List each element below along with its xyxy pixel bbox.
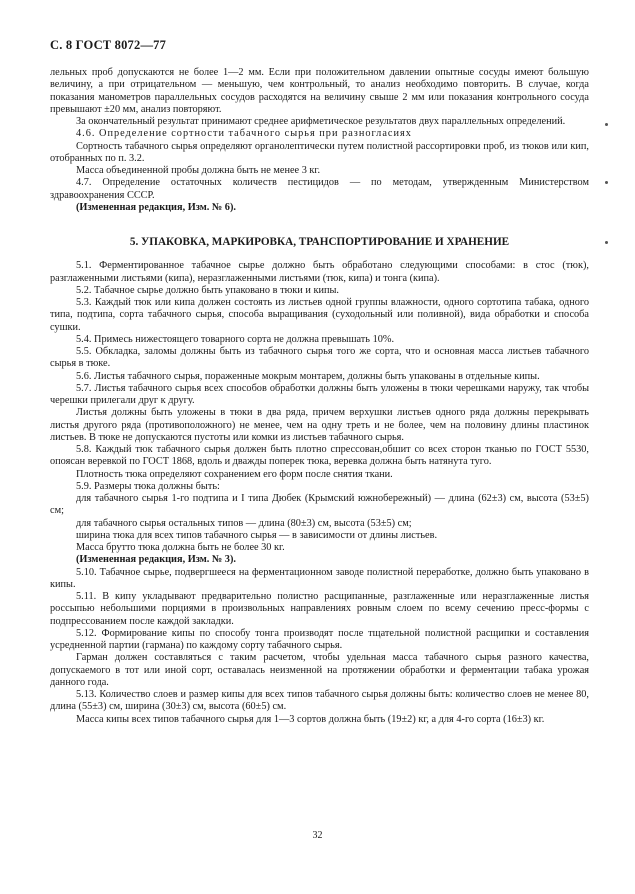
paragraph: 5.1. Ферментированное табачное сырье должно быть обработано следующими способами: в стос (тюк), разглаженными листьями (кипа), неразглаженными листьями (тюк, кипа) и тонга (кипа). — [50, 260, 589, 284]
margin-dot-mark — [605, 123, 608, 126]
paragraph: Масса брутто тюка должна быть не более 30 кг. — [76, 542, 285, 553]
paragraph: для табачного сырья 1-го подтипа и I типа Дюбек (Крымский южнобережный) — длина (62±3) см, высота (53±5) см; — [50, 493, 589, 517]
amendment-note: (Измененная редакция, Изм. № 3). — [76, 554, 236, 566]
paragraph: 5.2. Табачное сырье должно быть упаковано в тюки и кипы. — [76, 284, 339, 296]
paragraph: ширина тюка для всех типов табачного сырья — в зависимости от длины листьев. — [76, 529, 438, 541]
paragraph: 5.13. Количество слоев и размер кипы для всех типов табачного сырья должны быть: количество слоев не менее 80, длина (55±3) см, ширина (30±3) см, высота (60±5) см. — [50, 689, 589, 713]
paragraph: 5.10. Табачное сырье, подвергшееся на ферментационном заводе полистной переработке, должно быть упаковано в кипы. — [50, 566, 589, 590]
paragraph: Масса кипы всех типов табачного сырья для 1—3 сортов должна быть (19±2) кг, а для 4-го сорта (16±3) кг. — [76, 713, 545, 725]
page-number: 32 — [312, 830, 323, 841]
subsection-heading: 4.6. Определение сортности табачного сырья при разногласиях — [76, 128, 412, 140]
paragraph: 4.7. Определение остаточных количеств пестицидов — по методам, утвержденным Министерством здравоохранения СССР. — [50, 177, 589, 201]
paragraph: Плотность тюка определяют сохранением его форм после снятия ткани. — [76, 468, 393, 480]
margin-dot-mark — [605, 181, 608, 184]
paragraph: лельных проб допускаются не более 1—2 мм. Если при положительном давлении опытные сосуды имеют большую величину, а при отрицательном — меньшую, чем контрольный, то анализ необходимо повторить. В случае, когда показания манометров параллельных сосудов расходятся на величину свыше 2 мм или показания контрольного сосуда превышают ±20 мм, анализ повторяют. — [50, 67, 589, 115]
paragraph: 5.11. В кипу укладывают предварительно полистно расщипанные, разглаженные или неразглаженные листья россыпью небольшими порциями в произвольных направлениях ровным слоем по всему сечению пресс-формы с подпрессованием после каждой закладки. — [50, 591, 589, 627]
paragraph: Листья должны быть уложены в тюки в два ряда, причем верхушки листьев одного ряда должны перекрывать листья другого ряда (противоположного) не менее, чем на одну треть и не более, чем на половину длины пластинок листьев. В тюке не допускаются пустоты или комки из листьев табачного сырья. — [50, 407, 589, 443]
paragraph: 5.3. Каждый тюк или кипа должен состоять из листьев одной группы влажности, одного сортотипа табака, одного типа, подтипа, сорта табачного сырья, способа выращивания (суходольный или поливной), вида обработки и способа сушки. — [50, 297, 589, 333]
amendment-note: (Измененная редакция, Изм. № 6). — [76, 201, 236, 213]
paragraph: 5.9. Размеры тюка должны быть: — [76, 480, 220, 492]
paragraph: 5.8. Каждый тюк табачного сырья должен быть плотно спрессован,обшит со всех сторон тканью по ГОСТ 5530, опоясан веревкой по ГОСТ 1868, вдоль и дважды поперек тюка, веревка должна быть натянута туго. — [50, 444, 589, 468]
paragraph: Сортность табачного сырья определяют органолептически путем полистной рассортировки проб, из тюков или кип, отобранных по п. 3.2. — [50, 140, 589, 164]
paragraph: 5.6. Листья табачного сырья, пораженные мокрым монтарем, должны быть упакованы в отдельные кипы. — [76, 370, 540, 382]
paragraph: для табачного сырья остальных типов — длина (80±3) см, высота (53±5) см; — [76, 517, 412, 529]
section-title: 5. УПАКОВКА, МАРКИРОВКА, ТРАНСПОРТИРОВАНИЕ И ХРАНЕНИЕ — [129, 236, 510, 248]
margin-dot-mark — [605, 241, 608, 244]
paragraph: 5.12. Формирование кипы по способу тонга производят после тщательной полистной расщипки и составления усредненной партии (гармана) по каждому сорту табачного сырья. — [50, 627, 589, 651]
document-body — [50, 67, 589, 726]
paragraph: За окончательный результат принимают среднее арифметическое результатов двух параллельных определений. — [76, 116, 566, 127]
paragraph: 5.4. Примесь нижестоящего товарного сорта не должна превышать 10%. — [76, 333, 395, 345]
paragraph: 5.5. Обкладка, заломы должны быть из табачного сырья того же сорта, что и основная масса листьев табачного сырья в тюке. — [50, 346, 589, 370]
page-header: С. 8 ГОСТ 8072—77 — [50, 38, 167, 52]
paragraph: Масса объединенной пробы должна быть не менее 3 кг. — [76, 165, 321, 176]
paragraph: 5.7. Листья табачного сырья всех способов обработки должны быть уложены в тюки черешками наружу, так чтобы черешки прилегали друг к другу. — [50, 382, 589, 406]
paragraph: Гарман должен составляться с таким расчетом, чтобы удельная масса табачного сырья разного качества, допускаемого в тот или иной сорт, оставалась неизменной на протяжении обработки и ферментации табака урожая данного года. — [50, 652, 589, 688]
